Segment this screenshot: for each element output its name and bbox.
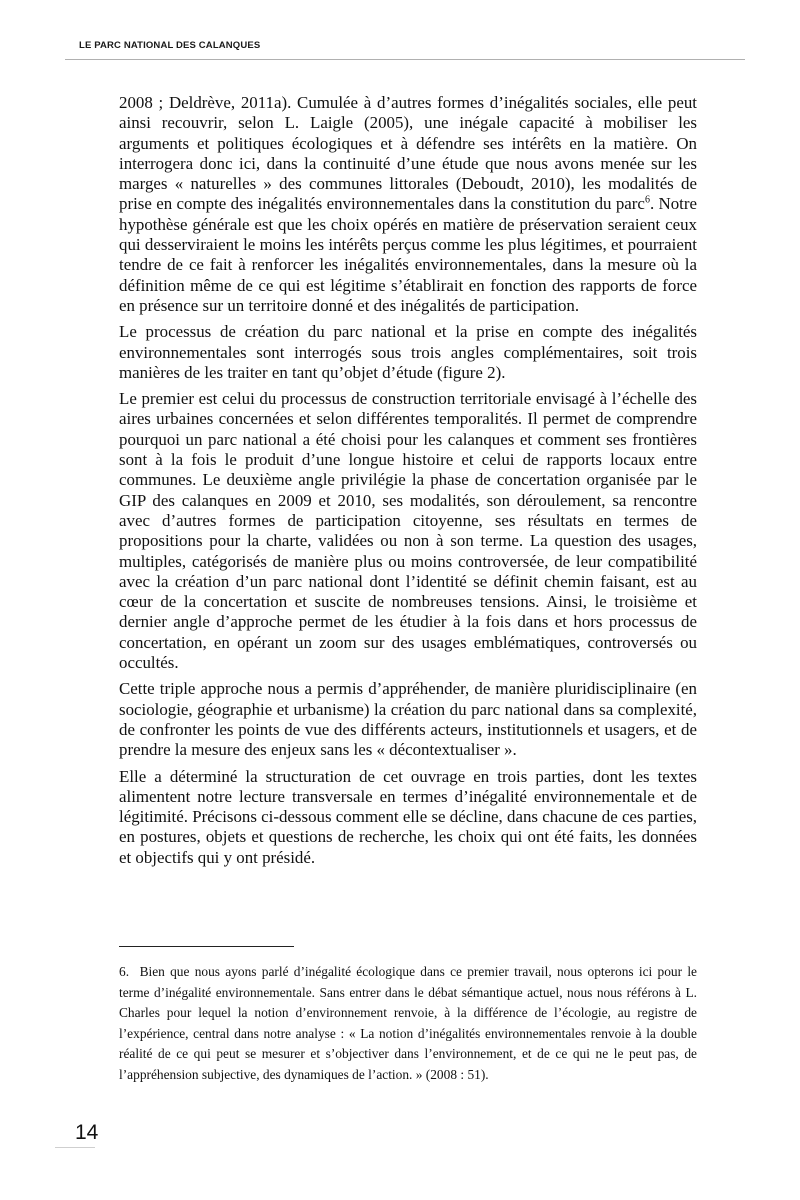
paragraph-2: Le processus de création du parc national et la prise en compte des inégalités environnementales sont interrogés sous trois angles complémentaires, soit trois manières de les traiter en tant qu’objet d’étude (figure 2). bbox=[119, 322, 697, 382]
paragraph-1 bbox=[119, 93, 697, 316]
paragraph-1-text: 2008 ; Deldrève, 2011a). Cumulée à d’autres formes d’inégalités sociales, elle peut ainsi recouvrir, selon L. Laigle (2005), une inégale capacité à mobiliser les arguments et politiques écologiques et à défendre ses intérêts en la matière. On interrogera donc ici, dans la continuité d’une étude que nous avons menée sur les marges « naturelles » des communes littorales (Deboudt, 2010), les modalités de prise en compte des inégalités environnementales dans la constitution du parc bbox=[119, 93, 697, 214]
paragraph-3: Le premier est celui du processus de construction territoriale envisagé à l’échelle des aires urbaines concernées et selon différentes temporalités. Il permet de comprendre pourquoi un parc national a été choisi pour les calanques et comment ses frontières sont à la fois le produit d’une longue histoire et celui de rapports locaux entre communes. Le deuxième angle privilégie la phase de concertation organisée par le GIP des calanques en 2009 et 2010, ses modalités, son déroulement, sa rencontre avec d’autres formes de participation citoyenne, ses résultats en termes de propositions pour la charte, validées ou non à son terme. La question des usages, multiples, catégorisés de manière plus ou moins controversée, de leur compatibilité avec la création d’un parc national dont l’identité se définit chemin faisant, est au cœur de la concertation et suscite de nombreuses tensions. Ainsi, le troisième et dernier angle d’approche permet de les étudier à la fois dans et hors processus de concertation, en opérant un zoom sur des usages emblématiques, controversés ou occultés. bbox=[119, 389, 697, 673]
header-rule bbox=[65, 59, 745, 60]
body-text bbox=[119, 93, 697, 874]
page-number-rule bbox=[55, 1147, 95, 1148]
footnote bbox=[119, 962, 697, 1086]
paragraph-4: Cette triple approche nous a permis d’appréhender, de manière pluridisciplinaire (en sociologie, géographie et urbanisme) la création du parc national dans sa complexité, de confronter les points de vue des différents acteurs, institutionnels et usagers, et de prendre la mesure des enjeux sans les « décontextualiser ». bbox=[119, 679, 697, 760]
footnote-text: Bien que nous ayons parlé d’inégalité écologique dans ce premier travail, nous opterons ici pour le terme d’inégalité environnementale. Sans entrer dans le débat sémantique actuel, nous nous référons à L. Charles pour lequel la notion d’environnement renvoie, à la différence de l’écologie, au registre de l’expérience, central dans notre analyse : « La notion d’inégalités environnementales renvoie à la double réalité de ce qui peut se mesurer et s’objectiver dans l’environnement, et de ce qui ne le peut pas, de l’appréhension subjective, des dynamiques de l’action. » (2008 : 51). bbox=[119, 964, 697, 1082]
paragraph-1-continuation: . Notre hypothèse générale est que les choix opérés en matière de préservation seraient ceux qui desserviraient le moins les intérêts perçus comme les plus légitimes, et pourraient tendre de ce fait à renforcer les inégalités environnementales, dans la mesure où la définition même de ce qui est légitime s’établirait en fonction des rapports de force en présence sur un territoire donné et des inégalités de participation. bbox=[119, 194, 697, 315]
running-title: LE PARC NATIONAL DES CALANQUES bbox=[79, 40, 261, 51]
footnote-reference[interactable]: 6 bbox=[644, 194, 650, 206]
footnote-number: 6. bbox=[119, 964, 130, 979]
paragraph-5: Elle a déterminé la structuration de cet ouvrage en trois parties, dont les textes alimentent notre lecture transversale en termes d’inégalité environnementale et de légitimité. Précisons ci-dessous comment elle se décline, dans chacune de ces parties, en postures, objets et questions de recherche, les choix qui ont été faits, les données et objectifs qui y ont présidé. bbox=[119, 766, 697, 867]
page-number: 14 bbox=[75, 1121, 99, 1144]
footnote-rule bbox=[119, 946, 294, 947]
